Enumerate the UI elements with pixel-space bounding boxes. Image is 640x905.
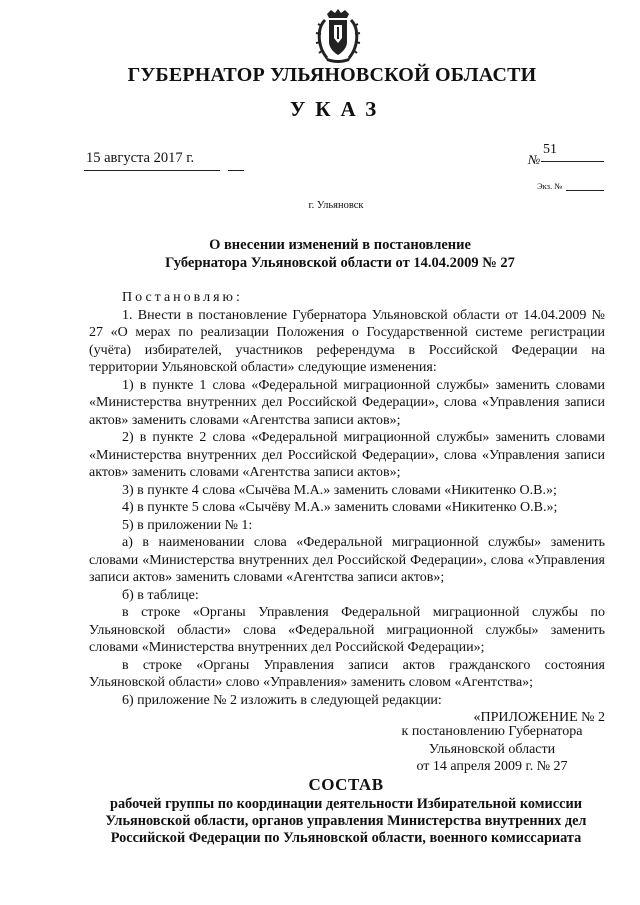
appendix-line-1: к постановлению Губернатора xyxy=(401,724,583,739)
composition-title: СОСТАВ xyxy=(308,775,384,794)
city: г. Ульяновск xyxy=(308,200,364,211)
body-paragraph: Постановляю: xyxy=(122,290,243,305)
composition-description: рабочей группы по координации деятельности Избирательной комиссии Ульяновской области, органов управления Министерства внутренних дел Российской Федерации по Ульяновской области, военного комиссариата xyxy=(105,796,587,846)
body-paragraph: 2) в пункте 2 слова «Федеральной миграционной службы» заменить словами «Министерства внутренних дел Российской Федерации», слова «Управления записи актов» заменить словами «Агентства записи актов»; xyxy=(89,430,605,480)
date-underline xyxy=(84,170,220,171)
date-underline-tail xyxy=(228,170,244,171)
body-paragraph: в строке «Органы Управления Федеральной миграционной службы по Ульяновской области» слова «Федеральной миграционной службы» заменить словами «Министерства внутренних дел Российской Федерации»; xyxy=(89,605,605,655)
body-paragraph: 5) в приложении № 1: xyxy=(122,517,253,533)
number-label: № xyxy=(528,152,541,167)
decree-date: 15 августа 2017 г. xyxy=(86,150,195,166)
appendix-reference xyxy=(380,723,604,776)
appendix-line-2: Ульяновской области xyxy=(428,741,556,757)
body-paragraph: 6) приложение № 2 изложить в следующей редакции: xyxy=(122,692,442,708)
subject-line-1: О внесении изменений в постановление xyxy=(209,237,471,253)
number-underline xyxy=(541,161,604,162)
body-paragraph: 1. Внести в постановление Губернатора Ульяновской области от 14.04.2009 № 27 «О мерах по реализации Положения о Государственной системе регистрации (учёта) избирателей, участников референдума в Российской Федерации на территории Ульяновской области» следующие изменения: xyxy=(89,307,605,375)
copy-number-label: Экз. № xyxy=(537,181,563,191)
subject-line-2: Губернатора Ульяновской области от 14.04.2009 № 27 xyxy=(165,255,515,271)
appendix-heading: «ПРИЛОЖЕНИЕ № 2 xyxy=(473,710,605,725)
body-paragraph: б) в таблице: xyxy=(122,587,199,603)
copy-number-underline xyxy=(566,190,604,191)
body-paragraph: 1) в пункте 1 слова «Федеральной миграционной службы» заменить словами «Министерства внутренних дел Российской Федерации», слова «Управления записи актов» заменить словами «Агентства записи актов»; xyxy=(89,377,605,428)
body-paragraph: 4) в пункте 5 слова «Сычёву М.А.» заменить словами «Никитенко О.В.»; xyxy=(122,500,558,515)
decree-body xyxy=(89,289,605,727)
ulyanovsk-coat-of-arms-icon xyxy=(313,8,363,64)
decree-number: 51 xyxy=(543,142,557,157)
decree-subject xyxy=(90,236,590,272)
body-paragraph: в строке «Органы Управления записи актов гражданского состояния Ульяновской области» слово «Управления» заменить словом «Агентства»; xyxy=(89,657,605,690)
document-type: УКАЗ xyxy=(289,97,387,121)
body-paragraph: 3) в пункте 4 слова «Сычёва М.А.» заменить словами «Никитенко О.В.»; xyxy=(122,482,557,498)
governor-title: ГУБЕРНАТОР УЛЬЯНОВСКОЙ ОБЛАСТИ xyxy=(127,64,537,86)
appendix-line-3: от 14 апреля 2009 г. № 27 xyxy=(416,759,568,774)
body-paragraph: а) в наименовании слова «Федеральной миграционной службы» заменить словами «Министерства внутренних дел Российской Федерации», слова «Управления записи актов» заменить словами «Агентства записи актов»; xyxy=(89,535,605,585)
